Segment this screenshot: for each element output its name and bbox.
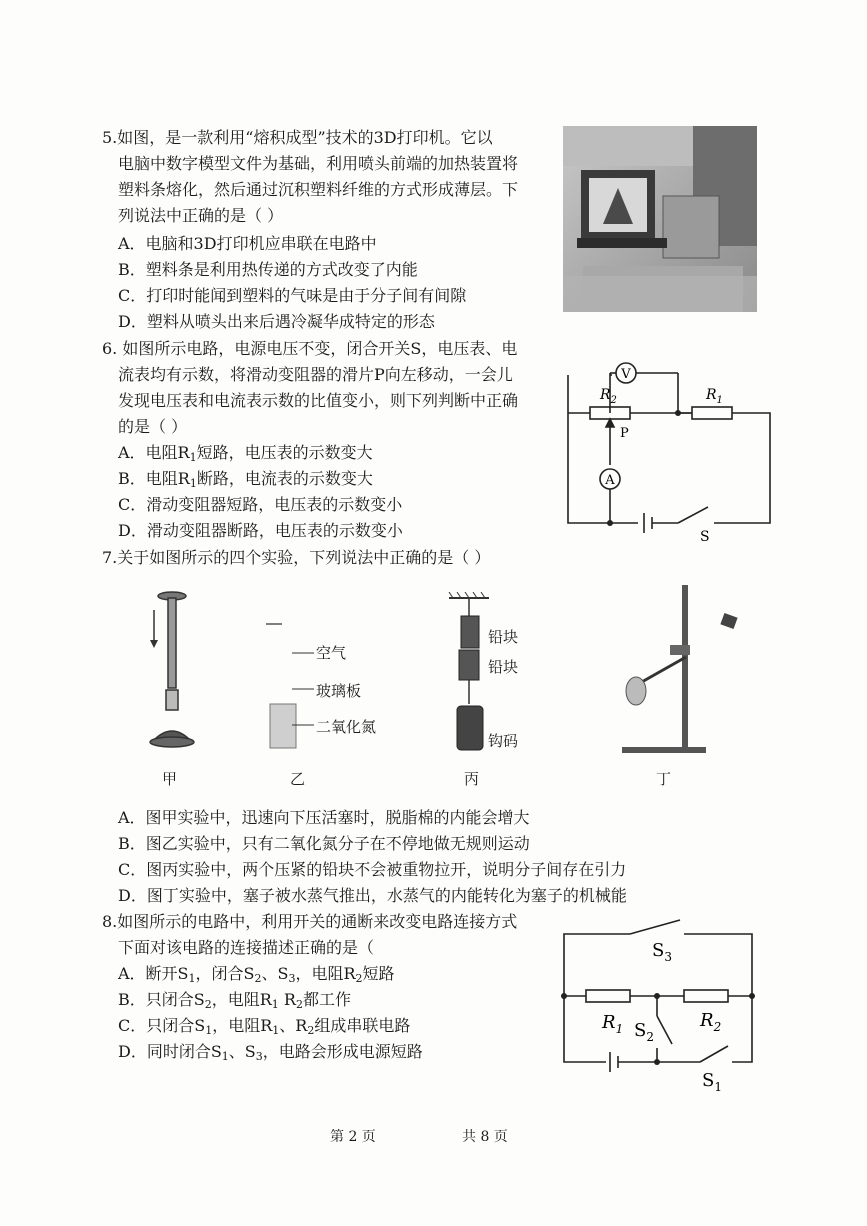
q6-option-c: C．滑动变阻器短路，电压表的示数变小 — [118, 495, 403, 514]
q8-line-1: 8.如图所示的电路中，利用开关的通断来改变电路连接方式 — [102, 912, 518, 931]
voltmeter-label: V — [621, 367, 631, 382]
s3-label: $S_3$ — [652, 940, 672, 964]
fig-yi-label: 乙 — [290, 770, 306, 788]
q5-option-a: A．电脑和3D打印机应串联在电路中 — [118, 234, 377, 253]
q7-option-c: C．图丙实验中，两个压紧的铅块不会被重物拉开，说明分子间存在引力 — [118, 860, 627, 879]
q6-option-a: A．电阻$R_1$短路，电压表的示数变大 — [118, 443, 373, 464]
q7-option-a: A．图甲实验中，迅速向下压活塞时，脱脂棉的内能会增大 — [118, 808, 530, 827]
q8-option-c: C．只闭合$S_1$，电阻$R_1$、$R_2$组成串联电路 — [118, 1016, 411, 1037]
q5-line-4: 列说法中正确的是（ ） — [118, 206, 284, 225]
q6-line-1: 6. 如图所示电路，电源电压不变，闭合开关S，电压表、电 — [102, 339, 518, 358]
ammeter-label: A — [605, 473, 615, 488]
q7-stem: 7.关于如图所示的四个实验，下列说法中正确的是（ ） — [102, 548, 491, 567]
q5-option-c: C．打印时能闻到塑料的气味是由于分子间有间隙 — [118, 286, 467, 305]
q6-option-d: D．滑动变阻器断路，电压表的示数变小 — [118, 521, 403, 540]
fig-jia-label: 甲 — [162, 770, 178, 788]
yi-label-glass: 玻璃板 — [316, 682, 362, 700]
q5-option-b: B．塑料条是利用热传递的方式改变了内能 — [118, 260, 418, 279]
q8-option-a: A．断开$S_1$，闭合$S_2$、$S_3$，电阻$R_2$短路 — [118, 964, 395, 985]
printer-photo — [563, 126, 757, 312]
fig-ding-label: 丁 — [656, 770, 672, 788]
r2-label-q8: $R_2$ — [700, 1010, 722, 1034]
q7-option-d: D．图丁实验中，塞子被水蒸气推出，水蒸气的内能转化为塞子的机械能 — [118, 886, 627, 905]
q6-line-4: 的是（ ） — [118, 417, 188, 436]
r2-label: $R_2$ — [600, 387, 617, 406]
q6-line-3: 发现电压表和电流表示数的比值变小，则下列判断中正确 — [118, 391, 519, 410]
q6-option-b: B．电阻$R_1$断路，电流表的示数变大 — [118, 469, 373, 490]
q6-circuit — [560, 355, 780, 545]
bing-label-weight: 钩码 — [488, 732, 519, 750]
q8-option-d: D．同时闭合$S_1$、$S_3$，电路会形成电源短路 — [118, 1042, 423, 1063]
q5-option-d: D．塑料从喷头出来后遇冷凝华成特定的形态 — [118, 312, 435, 331]
yi-label-air: 空气 — [316, 644, 347, 662]
footer-page: 第 2 页 — [330, 1129, 376, 1145]
q8-line-2: 下面对该电路的连接描述正确的是（ — [118, 938, 375, 957]
s1-label: $S_1$ — [702, 1070, 722, 1094]
slider-label: P — [620, 426, 629, 441]
s2-label: $S_2$ — [634, 1020, 654, 1044]
q8-option-b: B．只闭合$S_2$，电阻$R_1$ $R_2$都工作 — [118, 990, 351, 1011]
q7-option-b: B．图乙实验中，只有二氧化氮分子在不停地做无规则运动 — [118, 834, 530, 853]
bing-label-lead-1: 铅块 — [488, 628, 519, 646]
yi-label-no2: 二氧化氮 — [316, 718, 377, 736]
q5-line-2: 电脑中数字模型文件为基础，利用喷头前端的加热装置将 — [118, 154, 519, 173]
r1-label-q8: $R_1$ — [602, 1012, 624, 1036]
footer-total: 共 8 页 — [462, 1129, 508, 1145]
r1-label: $R_1$ — [706, 387, 723, 406]
fig-ding — [610, 585, 750, 765]
q8-circuit — [560, 916, 770, 1096]
bing-label-lead-2: 铅块 — [488, 658, 519, 676]
fig-jia — [140, 590, 200, 760]
q6-line-2: 流表均有示数，将滑动变阻器的滑片P向左移动，一会儿 — [118, 365, 513, 384]
fig-bing-label: 丙 — [464, 770, 480, 788]
q5-line-1: 5.如图，是一款利用“熔积成型”技术的3D打印机。它以 — [102, 128, 493, 147]
switch-label: S — [700, 529, 710, 545]
q5-line-3: 塑料条熔化，然后通过沉积塑料纤维的方式形成薄层。下 — [118, 180, 519, 199]
